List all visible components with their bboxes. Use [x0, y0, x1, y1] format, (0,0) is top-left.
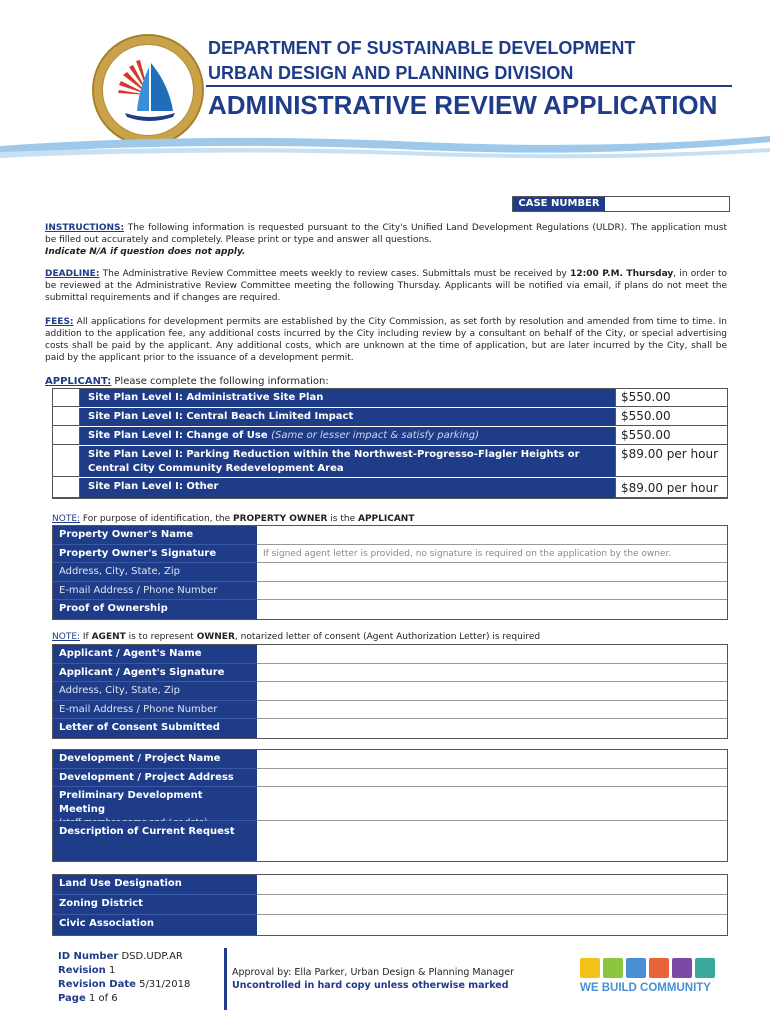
form-label: Development / Project Name	[53, 750, 257, 769]
fee-label: Site Plan Level I: Administrative Site Plan	[80, 389, 615, 407]
house-icon	[626, 958, 646, 978]
form-row	[53, 787, 727, 821]
fee-checkbox[interactable]	[53, 446, 80, 477]
page-title: ADMINISTRATIVE REVIEW APPLICATION	[208, 90, 718, 120]
fee-label: Site Plan Level I: Other	[80, 478, 615, 498]
fee-row	[53, 446, 727, 478]
fee-label	[80, 427, 615, 445]
page-label: Page	[58, 993, 86, 1004]
instructions-text: The following information is requested pursuant to the City's Unified Land Development Regulations (ULDR). The application must be filled out accurately and completely. Please print or type and answer all questions.	[45, 223, 727, 245]
fee-row	[53, 427, 727, 446]
form-label: Applicant / Agent's Signature	[53, 664, 257, 683]
owner-note	[52, 514, 414, 524]
form-label	[53, 787, 257, 821]
form-label: Letter of Consent Submitted	[53, 719, 257, 738]
owner-table	[52, 525, 728, 620]
division-title: URBAN DESIGN AND PLANNING DIVISION	[208, 63, 574, 83]
form-row	[53, 821, 727, 861]
form-row	[53, 875, 727, 895]
applicant-heading: APPLICANT:	[45, 376, 112, 387]
decorative-wave	[0, 118, 770, 188]
revision-date-value: 5/31/2018	[139, 979, 191, 990]
document-id-block	[58, 950, 190, 1006]
agent-table	[52, 644, 728, 739]
note-text: is to represent	[125, 632, 197, 642]
agent-note	[52, 632, 540, 642]
deadline-heading: DEADLINE:	[45, 269, 100, 279]
handshake-icon	[695, 958, 715, 978]
fee-label: Site Plan Level I: Central Beach Limited Impact	[80, 408, 615, 426]
fee-checkbox[interactable]	[53, 427, 80, 445]
zoning-district-field[interactable]	[257, 895, 727, 915]
fee-row	[53, 408, 727, 427]
form-row	[53, 750, 727, 769]
form-label: Proof of Ownership	[53, 600, 257, 619]
fees-heading: FEES:	[45, 317, 74, 327]
form-label: Property Owner's Signature	[53, 545, 257, 564]
description-field[interactable]	[257, 821, 727, 861]
project-table	[52, 749, 728, 862]
form-label: Address, City, State, Zip	[53, 563, 257, 582]
fee-checkbox[interactable]	[53, 408, 80, 426]
community-icons	[580, 958, 726, 978]
note-prefix: NOTE:	[52, 632, 81, 642]
slogan: WE BUILD COMMUNITY	[580, 982, 711, 994]
form-row	[53, 895, 727, 915]
fee-label: Site Plan Level I: Parking Reduction within the Northwest-Progresso-Flagler Heights or Central City Community Redevelopment Area	[80, 446, 615, 477]
form-label: Description of Current Request	[53, 821, 257, 861]
form-row	[53, 664, 727, 683]
id-label: ID Number	[58, 951, 119, 962]
form-label: Zoning District	[53, 895, 257, 915]
instructions-na: Indicate N/A if question does not apply.	[45, 247, 246, 257]
note-bold: APPLICANT	[357, 514, 415, 524]
instructions-heading: INSTRUCTIONS:	[45, 223, 125, 233]
form-row	[53, 915, 727, 935]
deadline-text-2: , in order to be reviewed at the Administrative Review Committee meeting the following Thursday. Applicants will be notified via email, if plans do not meet the submittal requirements and if changes are required.	[45, 269, 728, 303]
form-row	[53, 600, 727, 619]
note-bold: AGENT	[91, 632, 126, 642]
page-value: 1 of 6	[88, 993, 118, 1004]
case-number-field[interactable]	[512, 196, 730, 212]
fees-text: All applications for development permits are established by the City Commission, as set forth by resolution and amended from time to time. In addition to the application fee, any additional costs incurred by the City including review by a consultant on behalf of the City, or special advertising costs shall be paid by the applicant. Any additional costs, which are unknown at the time of application, but are later incurred by the City, shall be paid by the applicant prior to the issuance of a development permit.	[45, 317, 727, 363]
uncontrolled-text: Uncontrolled in hard copy unless otherwise marked	[232, 980, 509, 991]
agent-name-field[interactable]	[257, 645, 727, 664]
agent-signature-field[interactable]	[257, 664, 727, 683]
deadline-section	[45, 268, 727, 304]
fee-row	[53, 389, 727, 408]
fee-amount: $89.00 per hour	[615, 478, 727, 498]
applicant-text: Please complete the following information:	[111, 376, 329, 387]
form-label: E-mail Address / Phone Number	[53, 701, 257, 720]
note-bold: OWNER	[196, 632, 235, 642]
tree-icon	[603, 958, 623, 978]
header-rule	[206, 85, 732, 87]
instructions-section	[45, 222, 727, 258]
fee-amount: $550.00	[615, 427, 727, 445]
fee-checkbox[interactable]	[53, 389, 80, 407]
form-label: Development / Project Address	[53, 769, 257, 788]
form-row	[53, 769, 727, 788]
agent-email-field[interactable]	[257, 701, 727, 720]
form-label: Address, City, State, Zip	[53, 682, 257, 701]
form-row	[53, 582, 727, 601]
deadline-text-1: The Administrative Review Committee meets weekly to review cases. Submittals must be received by	[99, 269, 571, 279]
form-label-text: Preliminary Development Meeting	[59, 790, 203, 816]
owner-email-field[interactable]	[257, 582, 727, 601]
shield-icon	[672, 958, 692, 978]
form-label: Civic Association	[53, 915, 257, 935]
revision-date-label: Revision Date	[58, 979, 136, 990]
form-label: Property Owner's Name	[53, 526, 257, 545]
owner-signature-field[interactable]: If signed agent letter is provided, no signature is required on the application by the owner.	[257, 545, 727, 564]
form-row	[53, 719, 727, 738]
civic-association-field[interactable]	[257, 915, 727, 935]
fee-label-text: Site Plan Level I: Change of Use	[88, 430, 268, 441]
footer-approval-block	[232, 966, 514, 992]
approval-text: Approval by: Ella Parker, Urban Design & Planning Manager	[232, 967, 515, 978]
chart-icon	[649, 958, 669, 978]
fees-section	[45, 316, 727, 364]
revision-label: Revision	[58, 965, 106, 976]
form-label: E-mail Address / Phone Number	[53, 582, 257, 601]
fee-row	[53, 478, 727, 498]
owner-address-field[interactable]	[257, 563, 727, 582]
fee-amount: $89.00 per hour	[615, 446, 727, 477]
form-row	[53, 645, 727, 664]
agent-address-field[interactable]	[257, 682, 727, 701]
form-row	[53, 563, 727, 582]
footer-divider	[224, 948, 227, 1010]
fee-amount: $550.00	[615, 408, 727, 426]
letter-of-consent-field[interactable]	[257, 719, 727, 738]
project-name-field[interactable]	[257, 750, 727, 769]
note-text: If	[80, 632, 92, 642]
applicant-section	[45, 376, 727, 388]
fee-amount: $550.00	[615, 389, 727, 407]
form-row	[53, 701, 727, 720]
note-prefix: NOTE:	[52, 514, 81, 524]
form-row	[53, 682, 727, 701]
fee-table	[52, 388, 728, 499]
deadline-time: 12:00 P.M. Thursday	[570, 269, 674, 279]
preliminary-meeting-field[interactable]	[257, 787, 727, 821]
land-use-field[interactable]	[257, 875, 727, 895]
note-text: , notarized letter of consent (Agent Authorization Letter) is required	[234, 632, 541, 642]
zoning-table	[52, 874, 728, 936]
note-text: is the	[327, 514, 358, 524]
id-value: DSD.UDP.AR	[121, 951, 183, 962]
form-row	[53, 545, 727, 564]
fee-label-note: (Same or lesser impact & satisfy parking)	[271, 430, 479, 441]
we-build-community-logo	[580, 958, 726, 994]
form-label: Applicant / Agent's Name	[53, 645, 257, 664]
note-text: For purpose of identification, the	[80, 514, 233, 524]
case-number-label: CASE NUMBER	[513, 197, 605, 211]
case-number-input[interactable]	[605, 197, 729, 211]
department-title: DEPARTMENT OF SUSTAINABLE DEVELOPMENT	[208, 38, 636, 58]
proof-of-ownership-field[interactable]	[257, 600, 727, 619]
revision-value: 1	[109, 965, 116, 976]
owner-name-field[interactable]	[257, 526, 727, 545]
form-row	[53, 526, 727, 545]
fee-checkbox[interactable]	[53, 478, 80, 498]
form-label: Land Use Designation	[53, 875, 257, 895]
sun-icon	[580, 958, 600, 978]
note-bold: PROPERTY OWNER	[233, 514, 328, 524]
project-address-field[interactable]	[257, 769, 727, 788]
